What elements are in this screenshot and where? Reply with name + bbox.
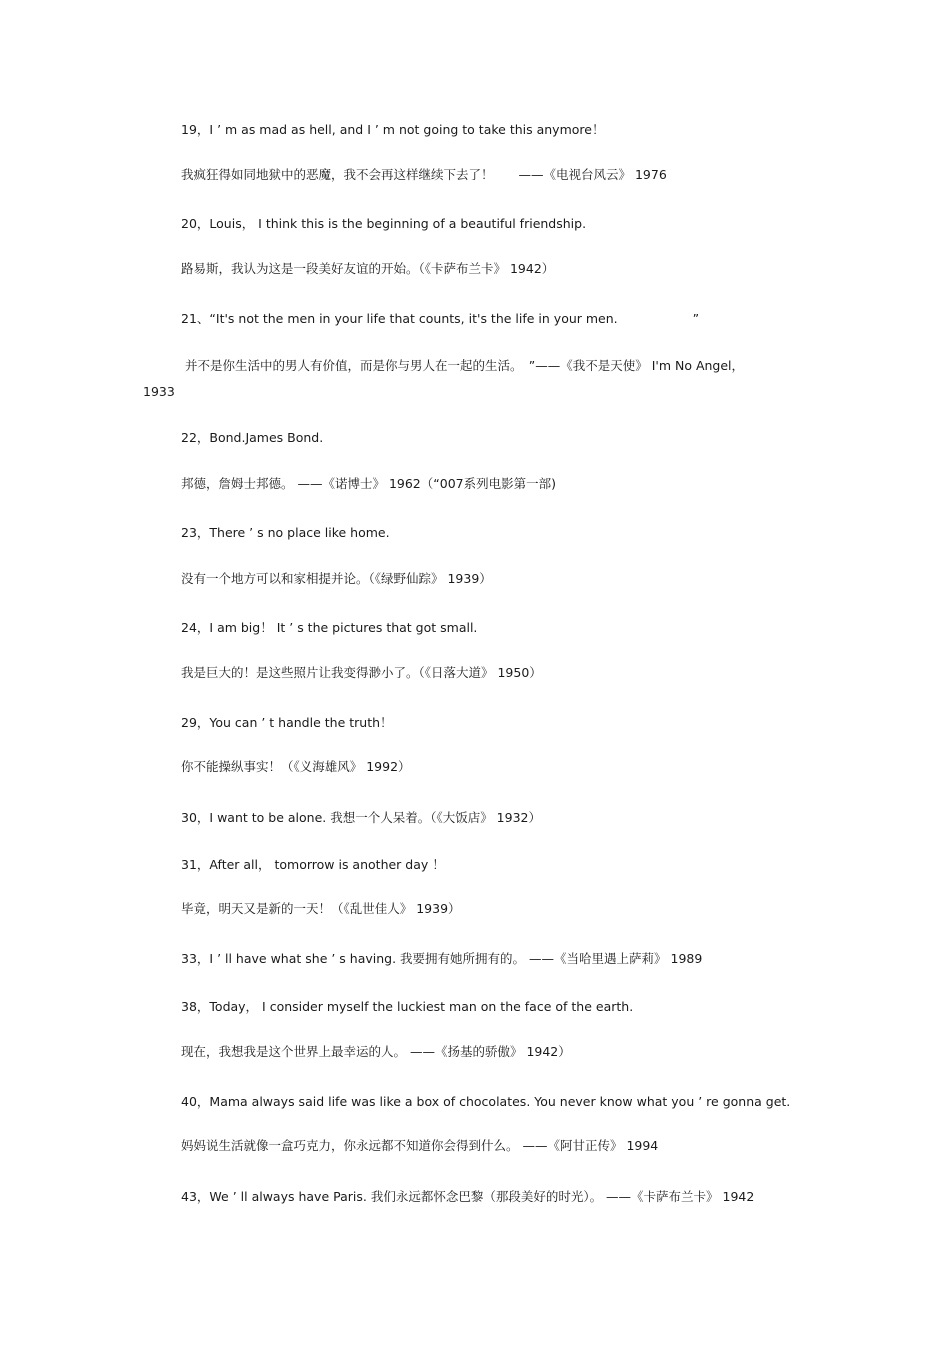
quote-29-english: 29，You can ’ t handle the truth！ <box>181 715 393 730</box>
quote-40-english: 40，Mama always said life was like a box of chocolates. You never know what you ’ re gonna get. <box>181 1094 791 1109</box>
quote-21-english: 21、“It's not the men in your life that counts, it's the life in your men. ” <box>181 311 700 326</box>
quote-24-english: 24，I am big！ It ’ s the pictures that got small. <box>181 620 478 635</box>
quote-33: 33，I ’ ll have what she ’ s having. 我要拥有她所拥有的。 ——《当哈里遇上萨莉》 1989 <box>181 951 703 966</box>
quote-21-year: 1933 <box>143 384 175 399</box>
quote-23-chinese: 没有一个地方可以和家相提并论。（《绿野仙踪》 1939） <box>181 571 492 586</box>
quote-19-english: 19，I ’ m as mad as hell, and I ’ m not going to take this anymore！ <box>181 122 605 137</box>
quote-29-chinese: 你不能操纵事实！（《义海雄风》 1992） <box>181 759 411 774</box>
quote-38-english: 38，Today， I consider myself the luckiest man on the face of the earth. <box>181 999 634 1014</box>
quote-43: 43，We ’ ll always have Paris. 我们永远都怀念巴黎（那段美好的时光）。 ——《卡萨布兰卡》 1942 <box>181 1189 755 1204</box>
quote-24-chinese: 我是巨大的！是这些照片让我变得渺小了。（《日落大道》 1950） <box>181 665 542 680</box>
quote-22-chinese: 邦德，詹姆士邦德。 ——《诺博士》 1962（“007系列电影第一部) <box>181 476 556 491</box>
quote-23-english: 23，There ’ s no place like home. <box>181 525 390 540</box>
quote-30: 30，I want to be alone. 我想一个人呆着。（《大饭店》 1932） <box>181 810 541 825</box>
quote-40-chinese: 妈妈说生活就像一盒巧克力，你永远都不知道你会得到什么。 ——《阿甘正传》 1994 <box>181 1138 659 1153</box>
quote-21-chinese: 并不是你生活中的男人有价值，而是你与男人在一起的生活。 ”——《我不是天使》 I'm No Angel， <box>185 358 745 373</box>
quote-31-chinese: 毕竟，明天又是新的一天！（《乱世佳人》 1939） <box>181 901 461 916</box>
quote-22-english: 22，Bond.James Bond. <box>181 430 324 445</box>
quote-20-english: 20，Louis， I think this is the beginning of a beautiful friendship. <box>181 216 587 231</box>
quote-31-english: 31，After all， tomorrow is another day ！ <box>181 857 445 872</box>
quote-19-chinese: 我疯狂得如同地狱中的恶魔，我不会再这样继续下去了！ ——《电视台风云》 1976 <box>181 167 667 182</box>
quote-38-chinese: 现在，我想我是这个世界上最幸运的人。 ——《扬基的骄傲》 1942） <box>181 1044 571 1059</box>
quote-20-chinese: 路易斯，我认为这是一段美好友谊的开始。（《卡萨布兰卡》 1942） <box>181 261 555 276</box>
